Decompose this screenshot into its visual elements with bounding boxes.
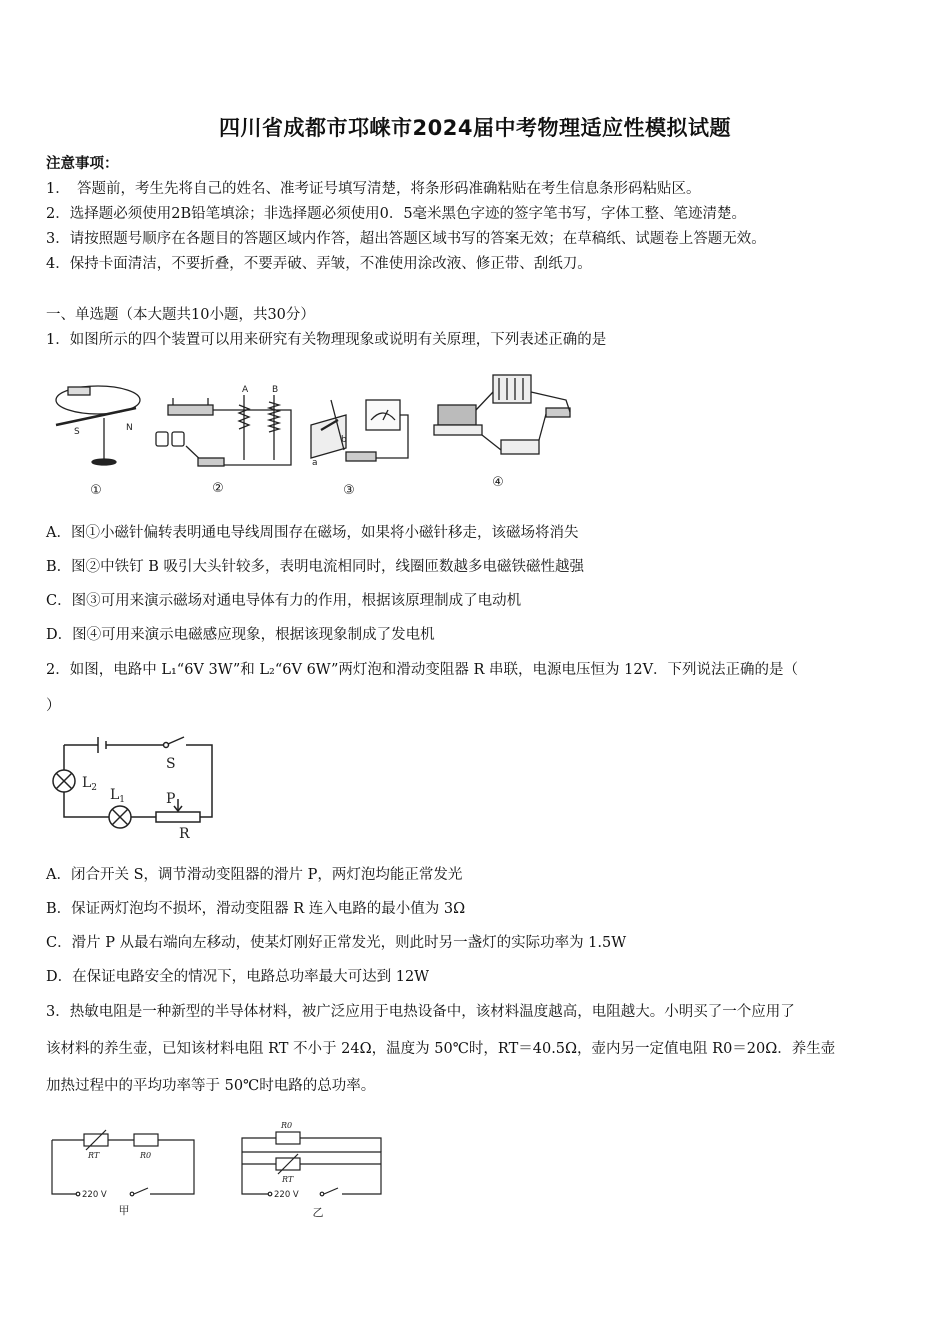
switch-icon bbox=[134, 1188, 148, 1194]
switch-contact bbox=[164, 743, 169, 748]
switch-icon bbox=[546, 408, 570, 417]
question-1-stem: 1．如图所示的四个装置可以用来研究有关物理现象或说明有关原理，下列表述正确的是 bbox=[46, 332, 607, 348]
section-heading: 一、单选题（本大题共10小题，共30分） bbox=[46, 307, 315, 323]
battery-icon bbox=[68, 387, 90, 395]
q1-option-d: D．图④可用来演示电磁感应现象，根据该现象制成了发电机 bbox=[46, 627, 435, 643]
q1-option-b: B．图②中铁钉 B 吸引大头针较多，表明电流相同时，线圈匝数越多电磁铁磁性越强 bbox=[46, 559, 585, 575]
battery-cell-icon bbox=[156, 432, 168, 446]
voltage-label-jia: 220 V bbox=[82, 1190, 107, 1200]
magnetic-needle-icon bbox=[56, 408, 136, 425]
fig2-a-label: A bbox=[242, 385, 249, 395]
r0-label: R0 bbox=[140, 1151, 152, 1160]
question-2-stem-cont: ） bbox=[46, 698, 61, 714]
q3-circuit-diagrams bbox=[46, 1112, 396, 1222]
r0-label-yi: R0 bbox=[281, 1121, 293, 1130]
notice-heading: 注意事项： bbox=[46, 155, 119, 172]
q2-circuit-diagram bbox=[46, 735, 226, 845]
q2-option-a: A．闭合开关 S，调节滑动变阻器的滑片 P，两灯泡均能正常发光 bbox=[46, 867, 463, 883]
fig-label-4: ④ bbox=[492, 475, 504, 490]
resistor-r0-icon bbox=[134, 1134, 158, 1146]
fig-label-1: ① bbox=[90, 483, 102, 498]
rt-label: RT bbox=[88, 1151, 100, 1160]
page-title: 四川省成都市邛崃市2024届中考物理适应性模拟试题 bbox=[219, 116, 731, 140]
notice-item: 3．请按照题号顺序在各题目的答题区域内作答，超出答题区域书写的答案无效；在草稿纸、试题卷上答题无效。 bbox=[46, 231, 766, 247]
lamp-l1-label: $L_1$ bbox=[110, 787, 126, 805]
question-3-line: 3．热敏电阻是一种新型的半导体材料，被广泛应用于电热设备中，该材料温度越高，电阻越大。小明买了一个应用了 bbox=[46, 1004, 795, 1020]
fig1-n-label: N bbox=[126, 423, 133, 433]
rheostat-icon bbox=[168, 405, 213, 415]
galvanometer-icon bbox=[366, 400, 400, 430]
switch-icon bbox=[346, 452, 376, 461]
switch-icon bbox=[324, 1188, 338, 1194]
voltage-label-yi: 220 V bbox=[274, 1190, 299, 1200]
notice-item: 1． 答题前，考生先将自己的姓名、准考证号填写清楚，将条形码准确粘贴在考生信息条形码粘贴区。 bbox=[46, 181, 701, 197]
fig-yi-label: 乙 bbox=[312, 1206, 324, 1219]
fig3-a-label: a bbox=[312, 458, 318, 468]
slider-p-label: P bbox=[166, 791, 176, 807]
question-3-line: 加热过程中的平均功率等于 50℃时电路的总功率。 bbox=[46, 1078, 376, 1094]
fig1-s-label: S bbox=[74, 427, 80, 437]
question-3-line: 该材料的养生壶，已知该材料电阻 RT 不小于 24Ω，温度为 50℃时，RT＝40.5Ω，壶内另一定值电阻 R0＝20Ω．养生壶 bbox=[46, 1041, 836, 1057]
fig3-b-label: b bbox=[341, 435, 347, 445]
switch-s-label: S bbox=[166, 756, 176, 772]
fig2-b-label: B bbox=[272, 385, 279, 395]
switch-s-icon bbox=[168, 737, 184, 744]
q1-figures bbox=[46, 370, 606, 505]
fig-label-3: ③ bbox=[343, 483, 355, 498]
q2-option-c: C．滑片 P 从最右端向左移动，使某灯刚好正常发光，则此时另一盏灯的实际功率为 1.5W bbox=[46, 935, 627, 951]
notice-item: 4．保持卡面清洁，不要折叠，不要弄破、弄皱，不准使用涂改液、修正带、刮纸刀。 bbox=[46, 256, 592, 272]
rheostat-r-icon bbox=[156, 812, 200, 822]
battery-cell-icon bbox=[172, 432, 184, 446]
resistor-r0-icon bbox=[276, 1132, 300, 1144]
notice-item: 2．选择题必须使用2B铅笔填涂；非选择题必须使用0．5毫米黑色字迹的签字笔书写，字体工整、笔迹清楚。 bbox=[46, 206, 747, 222]
question-2-stem: 2．如图，电路中 L₁“6V 3W”和 L₂“6V 6W”两灯泡和滑动变阻器 R 串联，电源电压恒为 12V．下列说法正确的是（ bbox=[46, 662, 799, 678]
rheostat-icon bbox=[501, 440, 539, 454]
switch-icon bbox=[198, 458, 224, 466]
q2-option-d: D．在保证电路安全的情况下，电路总功率最大可达到 12W bbox=[46, 969, 430, 985]
q1-option-c: C．图③可用来演示磁场对通电导体有力的作用，根据该原理制成了电动机 bbox=[46, 593, 522, 609]
fig-jia-label: 甲 bbox=[118, 1204, 130, 1217]
lamp-l2-label: $L_2$ bbox=[82, 775, 98, 793]
rheostat-r-label: R bbox=[179, 826, 190, 842]
fig-label-2: ② bbox=[212, 481, 224, 496]
q2-option-b: B．保证两灯泡均不损坏，滑动变阻器 R 连入电路的最小值为 3Ω bbox=[46, 901, 466, 917]
motor-block-icon bbox=[438, 405, 476, 425]
q1-option-a: A．图①小磁针偏转表明通电导线周围存在磁场，如果将小磁针移走，该磁场将消失 bbox=[46, 525, 579, 541]
rt-label-yi: RT bbox=[282, 1175, 294, 1184]
